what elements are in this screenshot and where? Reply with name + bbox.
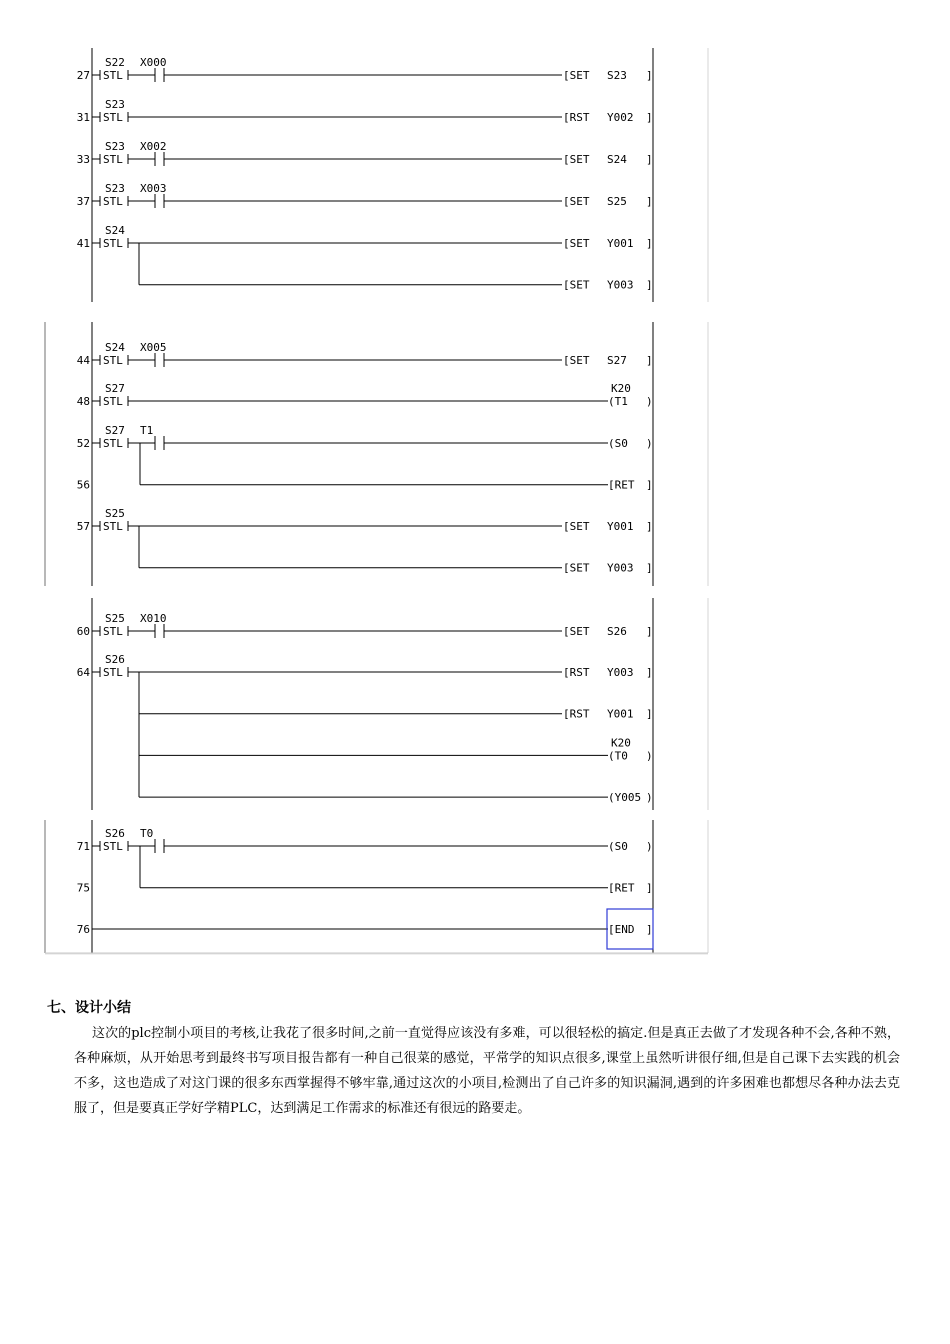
instruction-bracket: ] bbox=[646, 561, 653, 575]
stl-label: S25 bbox=[105, 507, 125, 520]
output-coil-end: ) bbox=[646, 437, 653, 450]
instruction-rst: [RST bbox=[563, 707, 590, 721]
section-heading: 七、设计小结 bbox=[47, 1000, 131, 1016]
instruction-operand: Y003 bbox=[607, 278, 634, 292]
instruction-bracket: ] bbox=[646, 520, 653, 533]
step-number: 71 bbox=[76, 840, 90, 853]
step-number: 57 bbox=[76, 520, 90, 533]
contact-label: X000 bbox=[140, 56, 167, 69]
instruction-bracket: ] bbox=[646, 923, 653, 936]
instruction-bracket: ] bbox=[646, 354, 653, 367]
stl-label: S26 bbox=[105, 827, 125, 840]
contact-label: X005 bbox=[140, 341, 167, 354]
instruction-operand: Y001 bbox=[607, 520, 634, 533]
instruction-bracket: ] bbox=[646, 625, 653, 638]
stl-contact: STL bbox=[103, 625, 123, 638]
instruction-set: [SET bbox=[563, 561, 590, 575]
output-coil-end: ) bbox=[646, 395, 653, 408]
step-number: 56 bbox=[76, 478, 90, 492]
instruction-operand: Y003 bbox=[607, 561, 634, 575]
step-number: 76 bbox=[76, 923, 90, 936]
output-coil-end: ) bbox=[646, 791, 653, 805]
step-number: 64 bbox=[76, 666, 90, 679]
step-number: 41 bbox=[76, 237, 90, 250]
stl-contact: STL bbox=[103, 437, 123, 450]
step-number: 33 bbox=[76, 153, 90, 166]
step-number: 37 bbox=[76, 195, 90, 208]
contact-label: X010 bbox=[140, 612, 167, 625]
instruction-bracket: ] bbox=[646, 478, 653, 492]
instruction-rst: [RST bbox=[563, 111, 590, 124]
step-number: 44 bbox=[76, 354, 90, 367]
instruction-bracket: ] bbox=[646, 707, 653, 721]
instruction-set: [SET bbox=[563, 153, 590, 166]
instruction-operand: Y001 bbox=[607, 237, 634, 250]
stl-label: S25 bbox=[105, 612, 125, 625]
step-number: 60 bbox=[76, 625, 90, 638]
instruction-ret: [RET bbox=[608, 478, 635, 492]
instruction-set: [SET bbox=[563, 237, 590, 250]
step-number: 48 bbox=[76, 395, 90, 408]
instruction-operand: S23 bbox=[607, 69, 627, 82]
output-coil: (Y005 bbox=[608, 791, 642, 805]
contact-label: X003 bbox=[140, 182, 167, 195]
instruction-bracket: ] bbox=[646, 153, 653, 166]
step-number: 31 bbox=[76, 111, 90, 124]
instruction-set: [SET bbox=[563, 354, 590, 367]
stl-label: S24 bbox=[105, 224, 125, 237]
instruction-operand: S27 bbox=[607, 354, 627, 367]
stl-contact: STL bbox=[103, 111, 123, 124]
instruction-end: [END bbox=[608, 923, 635, 936]
contact-label: T1 bbox=[140, 424, 154, 437]
instruction-set: [SET bbox=[563, 278, 590, 292]
stl-label: S23 bbox=[105, 98, 125, 111]
output-coil: (S0 bbox=[608, 437, 628, 450]
contact-label: T0 bbox=[140, 827, 154, 840]
step-number: 75 bbox=[76, 881, 90, 895]
instruction-bracket: ] bbox=[646, 666, 653, 679]
stl-label: S22 bbox=[105, 56, 125, 69]
stl-label: S27 bbox=[105, 382, 125, 395]
stl-label: S24 bbox=[105, 341, 125, 354]
stl-contact: STL bbox=[103, 153, 123, 166]
instruction-bracket: ] bbox=[646, 237, 653, 250]
output-coil: (T1 bbox=[608, 395, 628, 408]
step-number: 52 bbox=[76, 437, 90, 450]
coil-constant: K20 bbox=[611, 736, 631, 750]
summary-paragraph: 这次的plc控制小项目的考核,让我花了很多时间,之前一直觉得应该没有多难，可以很轻松的搞定.但是真正去做了才发现各种不会,各种不熟，各种麻烦，从开始思考到最终书写项目报告都有一种自己很菜的感觉，平常学的知识点很多,课堂上虽然听讲很仔细,但是自己课下去实践的机会不多，这也造成了对这门课的很多东西掌握得不够牢靠,通过这次的小项目,检测出了自己许多的知识漏洞,遇到的许多困难也都想尽各种办法去克服了，但是要真正学好学精PLC，达到满足工作需求的标准还有很远的路要走。 bbox=[74, 1026, 900, 1116]
instruction-operand: Y001 bbox=[607, 707, 634, 721]
instruction-operand: S26 bbox=[607, 625, 627, 638]
instruction-operand: S24 bbox=[607, 153, 627, 166]
instruction-set: [SET bbox=[563, 69, 590, 82]
instruction-set: [SET bbox=[563, 195, 590, 208]
step-number: 27 bbox=[76, 69, 90, 82]
instruction-operand: Y002 bbox=[607, 111, 634, 124]
output-coil: (T0 bbox=[608, 749, 628, 763]
contact-label: X002 bbox=[140, 140, 167, 153]
stl-contact: STL bbox=[103, 195, 123, 208]
output-coil-end: ) bbox=[646, 749, 653, 763]
instruction-rst: [RST bbox=[563, 666, 590, 679]
stl-label: S27 bbox=[105, 424, 125, 437]
stl-contact: STL bbox=[103, 395, 123, 408]
stl-contact: STL bbox=[103, 840, 123, 853]
output-coil: (S0 bbox=[608, 840, 628, 853]
instruction-ret: [RET bbox=[608, 881, 635, 895]
instruction-operand: Y003 bbox=[607, 666, 634, 679]
instruction-bracket: ] bbox=[646, 195, 653, 208]
stl-contact: STL bbox=[103, 666, 123, 679]
output-coil-end: ) bbox=[646, 840, 653, 853]
stl-contact: STL bbox=[103, 520, 123, 533]
instruction-bracket: ] bbox=[646, 111, 653, 124]
stl-contact: STL bbox=[103, 69, 123, 82]
instruction-set: [SET bbox=[563, 625, 590, 638]
instruction-bracket: ] bbox=[646, 278, 653, 292]
stl-contact: STL bbox=[103, 354, 123, 367]
instruction-bracket: ] bbox=[646, 69, 653, 82]
stl-label: S23 bbox=[105, 182, 125, 195]
stl-label: S23 bbox=[105, 140, 125, 153]
stl-label: S26 bbox=[105, 653, 125, 666]
stl-contact: STL bbox=[103, 237, 123, 250]
instruction-operand: S25 bbox=[607, 195, 627, 208]
coil-constant: K20 bbox=[611, 382, 631, 395]
instruction-set: [SET bbox=[563, 520, 590, 533]
instruction-bracket: ] bbox=[646, 881, 653, 895]
